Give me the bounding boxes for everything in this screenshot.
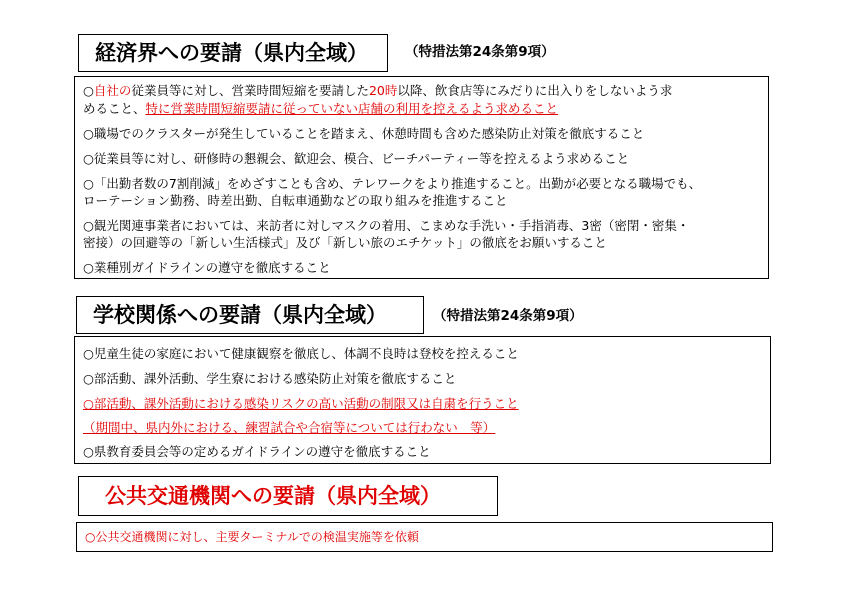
- section-title-schools: [76, 296, 424, 334]
- school-item-3: ○部活動、課外活動における感染リスクの高い活動の制限又は自粛を行うこと: [83, 396, 519, 411]
- business-item-5-line-1: ○観光関連事業者においては、来訪者に対しマスクの着用、こまめな手洗い・手指消毒、3密（密閉・密集・: [83, 218, 690, 233]
- section-title-transport: [78, 476, 498, 516]
- school-item-5: ○県教育委員会等の定めるガイドラインの遵守を徹底すること: [83, 444, 431, 459]
- law-reference-business: （特措法第24条第9項）: [405, 44, 555, 60]
- business-item-1-line-1: ○自社の従業員等に対し、営業時間短縮を要請した20時以降、飲食店等にみだりに出入りをしないよう求: [83, 83, 673, 98]
- section-title-business-text: 経済界への要請（県内全域）: [95, 40, 368, 65]
- school-requests-box: [74, 336, 771, 464]
- school-item-4: （期間中、県内外における、練習試合や合宿等については行わない 等）: [83, 420, 496, 435]
- business-item-2: ○職場でのクラスターが発生していることを踏まえ、休憩時間も含めた感染防止対策を徹底すること: [83, 126, 645, 141]
- transport-item-1: ○公共交通機関に対し、主要ターミナルでの検温実施等を依頼: [85, 530, 419, 544]
- school-item-2: ○部活動、課外活動、学生寮における感染防止対策を徹底すること: [83, 371, 457, 386]
- section-title-schools-text: 学校関係への要請（県内全域）: [93, 302, 387, 327]
- business-item-6: ○業種別ガイドラインの遵守を徹底すること: [83, 260, 331, 275]
- transport-requests-box: [76, 522, 773, 552]
- business-requests-box: [74, 76, 769, 279]
- section-title-business: [78, 34, 388, 72]
- law-reference-schools: （特措法第24条第9項）: [433, 308, 583, 324]
- school-item-1: ○児童生徒の家庭において健康観察を徹底し、体調不良時は登校を控えること: [83, 346, 519, 361]
- business-item-5-line-2: 密接）の回避等の「新しい生活様式」及び「新しい旅のエチケット」の徹底をお願いすること: [83, 235, 607, 250]
- business-item-3: ○従業員等に対し、研修時の懇親会、歓迎会、模合、ビーチパーティー等を控えるよう求めること: [83, 151, 630, 166]
- business-item-4-line-1: ○「出勤者数の7割削減」をめざすことも含め、テレワークをより推進すること。出勤が必要となる職場でも、: [83, 176, 702, 191]
- business-item-1-line-2: めること、特に営業時間短縮要請に従っていない店舗の利用を控えるよう求めること: [83, 101, 559, 116]
- business-item-4-line-2: ローテーション勤務、時差出勤、自転車通勤などの取り組みを推進すること: [83, 193, 508, 208]
- section-title-transport-text: 公共交通機関への要請（県内全域）: [105, 483, 441, 508]
